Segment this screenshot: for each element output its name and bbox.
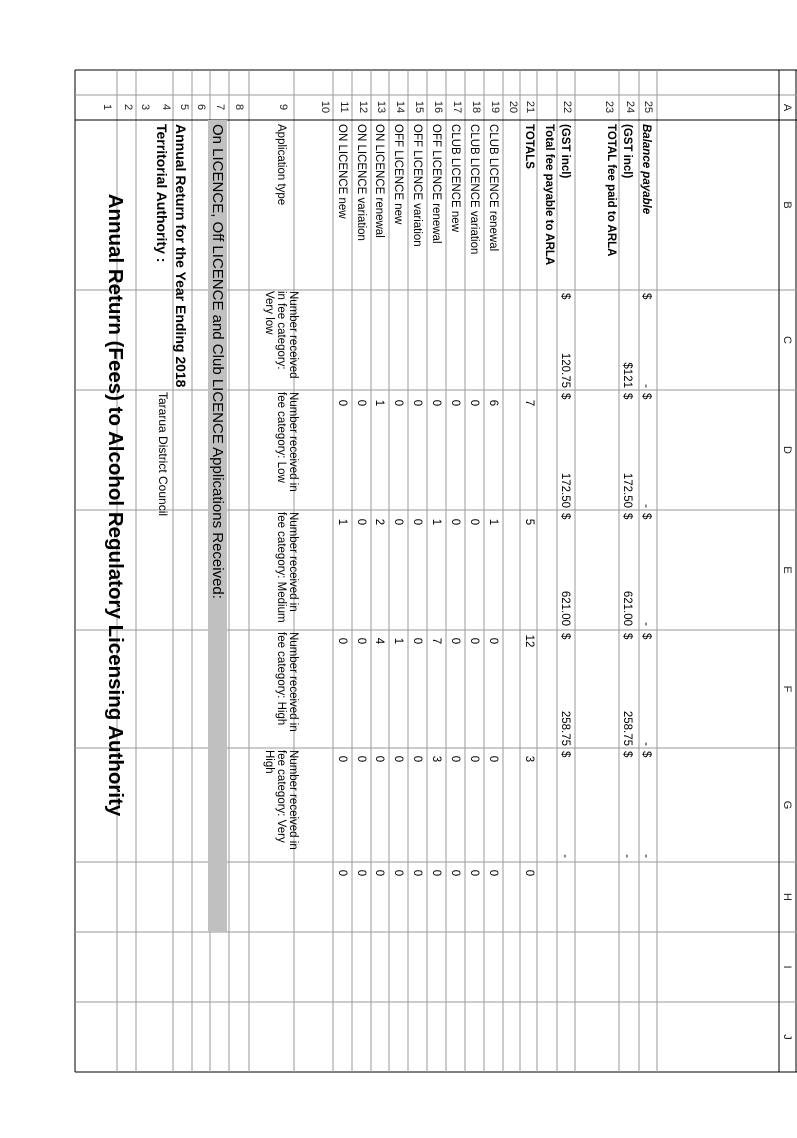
column-header-c[interactable]: C [781, 336, 793, 344]
fee-payable-very-high[interactable]: - [559, 854, 571, 858]
totals-label[interactable]: TOTALS [523, 124, 535, 169]
medium-header-text: Number received in fee category: Medium [275, 512, 299, 623]
column-header-i[interactable]: I [781, 965, 793, 969]
high-cell[interactable]: 3 [430, 755, 442, 763]
application-type-cell[interactable]: ON LICENCE variation [355, 124, 367, 241]
fee-paid-label-gst: (GST incl) [621, 124, 633, 179]
currency-symbol: $ [559, 513, 571, 520]
column-header-a[interactable]: A [781, 103, 793, 112]
currency-symbol: $ [621, 633, 633, 640]
application-type-cell[interactable]: CLUB LICENCE renewal [487, 124, 499, 252]
very-high-cell[interactable]: 0 [392, 869, 404, 877]
high-cell[interactable]: 0 [373, 755, 385, 763]
row-header[interactable]: 6 [195, 103, 207, 111]
page-title: Annual Return (Fees) to Alcohol Regulatory Licensing Authority [104, 193, 127, 817]
very-high-cell[interactable]: 0 [449, 869, 461, 877]
high-cell[interactable]: 0 [392, 755, 404, 763]
row-header[interactable]: 11 [338, 101, 350, 113]
high-cell[interactable]: 0 [355, 755, 367, 763]
low-cell[interactable]: 1 [336, 518, 348, 526]
row-header[interactable]: 10 [319, 100, 331, 114]
row-header[interactable]: 23 [603, 100, 615, 114]
medium-cell[interactable]: 0 [487, 637, 499, 645]
medium-cell[interactable]: 0 [411, 637, 423, 645]
high-cell[interactable]: 0 [468, 755, 480, 763]
low-cell[interactable]: 0 [449, 518, 461, 526]
very-high-cell[interactable]: 0 [430, 869, 442, 877]
fee-paid-high[interactable]: 258.75 [621, 710, 633, 746]
very-high-cell[interactable]: 0 [468, 869, 480, 877]
currency-symbol: $ [640, 393, 652, 400]
low-cell[interactable]: 1 [487, 518, 499, 526]
column-header-d[interactable]: D [781, 446, 793, 454]
fee-payable-medium[interactable]: 621.00 [559, 590, 571, 626]
medium-cell[interactable]: 0 [355, 637, 367, 645]
totals-very-low[interactable]: 7 [523, 399, 535, 407]
fee-paid-very-low[interactable]: $121 [621, 362, 633, 388]
medium-cell[interactable]: 7 [430, 637, 442, 645]
row-header[interactable]: 25 [642, 100, 654, 114]
row-header[interactable]: 15 [413, 100, 425, 114]
very-low-cell[interactable]: 6 [487, 399, 499, 407]
very-high-header-text: Number received in fee category: Very High [263, 750, 299, 850]
currency-symbol: $ [559, 633, 571, 640]
row-header[interactable]: 20 [507, 100, 519, 114]
totals-low[interactable]: 5 [523, 518, 535, 526]
very-high-cell[interactable]: 0 [487, 869, 499, 877]
medium-header [275, 512, 299, 628]
balance-medium[interactable]: - [640, 622, 652, 626]
very-high-cell[interactable]: 0 [373, 869, 385, 877]
application-type-header: Application type [275, 124, 287, 206]
balance-very-high[interactable]: - [640, 854, 652, 858]
application-type-cell[interactable]: CLUB LICENCE new [449, 124, 461, 233]
currency-symbol: $ [640, 513, 652, 520]
high-header [275, 632, 299, 746]
application-type-cell[interactable]: CLUB LICENCE variation [468, 124, 480, 255]
currency-symbol: $ [621, 513, 633, 520]
very-high-cell[interactable]: 0 [355, 869, 367, 877]
high-cell[interactable]: 0 [411, 755, 423, 763]
high-cell[interactable]: 0 [487, 755, 499, 763]
row-header[interactable]: 24 [624, 100, 636, 114]
very-low-cell[interactable]: 0 [468, 399, 480, 407]
row-header[interactable]: 16 [432, 100, 444, 114]
currency-symbol: $ [640, 751, 652, 758]
application-type-cell[interactable]: OFF LICENCE variation [411, 124, 423, 247]
medium-cell[interactable]: 1 [392, 637, 404, 645]
application-type-cell[interactable]: OFF LICENCE new [392, 124, 404, 225]
balance-very-low[interactable]: - [640, 384, 652, 388]
very-high-header [263, 750, 299, 860]
very-high-cell[interactable]: 0 [336, 869, 348, 877]
row-header[interactable]: 4 [160, 103, 172, 111]
high-header-text: Number received in fee category: High [275, 632, 299, 732]
row-header[interactable]: 21 [524, 100, 536, 114]
application-type-cell[interactable]: ON LICENCE renewal [373, 124, 385, 238]
row-header[interactable]: 5 [178, 103, 190, 111]
column-header-b[interactable]: B [781, 201, 793, 209]
application-type-cell[interactable]: ON LICENCE new [336, 124, 348, 219]
very-low-cell[interactable]: 0 [430, 399, 442, 407]
column-header-f[interactable]: F [781, 685, 793, 693]
fee-payable-very-low[interactable]: 120.75 [559, 352, 571, 388]
row-header[interactable]: 13 [375, 100, 387, 114]
low-cell[interactable]: 1 [430, 518, 442, 526]
very-low-cell[interactable]: 0 [411, 399, 423, 407]
low-cell[interactable]: 0 [355, 518, 367, 526]
authority-value: Tararua District Council [156, 392, 170, 517]
column-header-e[interactable]: E [781, 566, 793, 574]
column-header-j[interactable]: J [781, 1034, 793, 1040]
fee-paid-low[interactable]: 172.50 [621, 472, 633, 508]
low-cell[interactable]: 0 [392, 518, 404, 526]
fee-payable-low[interactable]: 172.50 [559, 472, 571, 508]
low-header [275, 392, 299, 508]
row-header[interactable]: 14 [394, 100, 406, 114]
medium-cell[interactable]: 0 [336, 637, 348, 645]
currency-symbol: $ [621, 751, 633, 758]
very-low-cell[interactable]: 0 [449, 399, 461, 407]
row-header[interactable]: 3 [139, 103, 151, 111]
low-header-text: Number received in fee category: Low [275, 392, 299, 492]
row-header[interactable]: 22 [561, 100, 573, 114]
very-low-cell[interactable]: 0 [336, 399, 348, 407]
totals-very-high[interactable]: 0 [523, 869, 535, 877]
low-cell[interactable]: 0 [411, 518, 423, 526]
currency-symbol: $ [559, 293, 571, 300]
row-header[interactable]: 12 [357, 100, 369, 114]
currency-symbol: $ [559, 751, 571, 758]
column-header-g[interactable]: G [781, 800, 793, 810]
balance-low[interactable]: - [640, 504, 652, 508]
very-low-cell[interactable]: 0 [355, 399, 367, 407]
balance-label[interactable]: Balance payable [640, 124, 652, 215]
fee-payable-label-gst: (GST incl) [559, 124, 571, 179]
high-cell[interactable]: 0 [336, 755, 348, 763]
currency-symbol: $ [559, 393, 571, 400]
medium-cell[interactable]: 4 [373, 637, 385, 645]
very-low-header-text: Number received in fee category: Very low [263, 291, 299, 379]
fee-payable-high[interactable]: 258.75 [559, 710, 571, 746]
row-header[interactable]: 2 [122, 103, 134, 111]
low-cell[interactable]: 0 [468, 518, 480, 526]
very-low-header-visible [263, 291, 299, 389]
year-label: Annual Return for the Year Ending 2018 [173, 124, 189, 388]
row-header[interactable]: 19 [489, 100, 501, 114]
row-header[interactable]: 7 [214, 103, 226, 111]
section-heading: On LICENCE, Off LICENCE and Club LICENCE Applications Received: [209, 124, 226, 599]
currency-symbol: $ [640, 293, 652, 300]
fee-paid-medium[interactable]: 621.00 [621, 590, 633, 626]
row-header[interactable]: 8 [233, 103, 245, 111]
very-low-cell[interactable]: 0 [392, 399, 404, 407]
medium-cell[interactable]: 0 [468, 637, 480, 645]
currency-symbol: $ [621, 393, 633, 400]
fee-payable-label[interactable]: Total fee payable to ARLA [543, 124, 555, 266]
totals-high[interactable]: 3 [523, 755, 535, 763]
row-header[interactable]: 18 [470, 100, 482, 114]
very-high-cell[interactable]: 0 [411, 869, 423, 877]
application-type-cell[interactable]: OFF LICENCE renewal [430, 124, 442, 244]
currency-symbol: $ [640, 633, 652, 640]
very-low-cell[interactable]: 1 [373, 399, 385, 407]
authority-label: Territorial Authority : [154, 124, 170, 263]
fee-paid-very-high[interactable]: - [621, 854, 633, 858]
medium-cell[interactable]: 0 [449, 637, 461, 645]
totals-medium[interactable]: 12 [523, 634, 535, 648]
column-header-h[interactable]: H [781, 893, 793, 901]
row-header[interactable]: 17 [451, 100, 463, 114]
row-header[interactable]: 9 [277, 103, 289, 111]
low-cell[interactable]: 2 [373, 518, 385, 526]
row-header[interactable]: 1 [101, 103, 113, 111]
balance-high[interactable]: - [640, 742, 652, 746]
high-cell[interactable]: 0 [449, 755, 461, 763]
fee-paid-label[interactable]: TOTAL fee paid to ARLA [605, 124, 617, 257]
